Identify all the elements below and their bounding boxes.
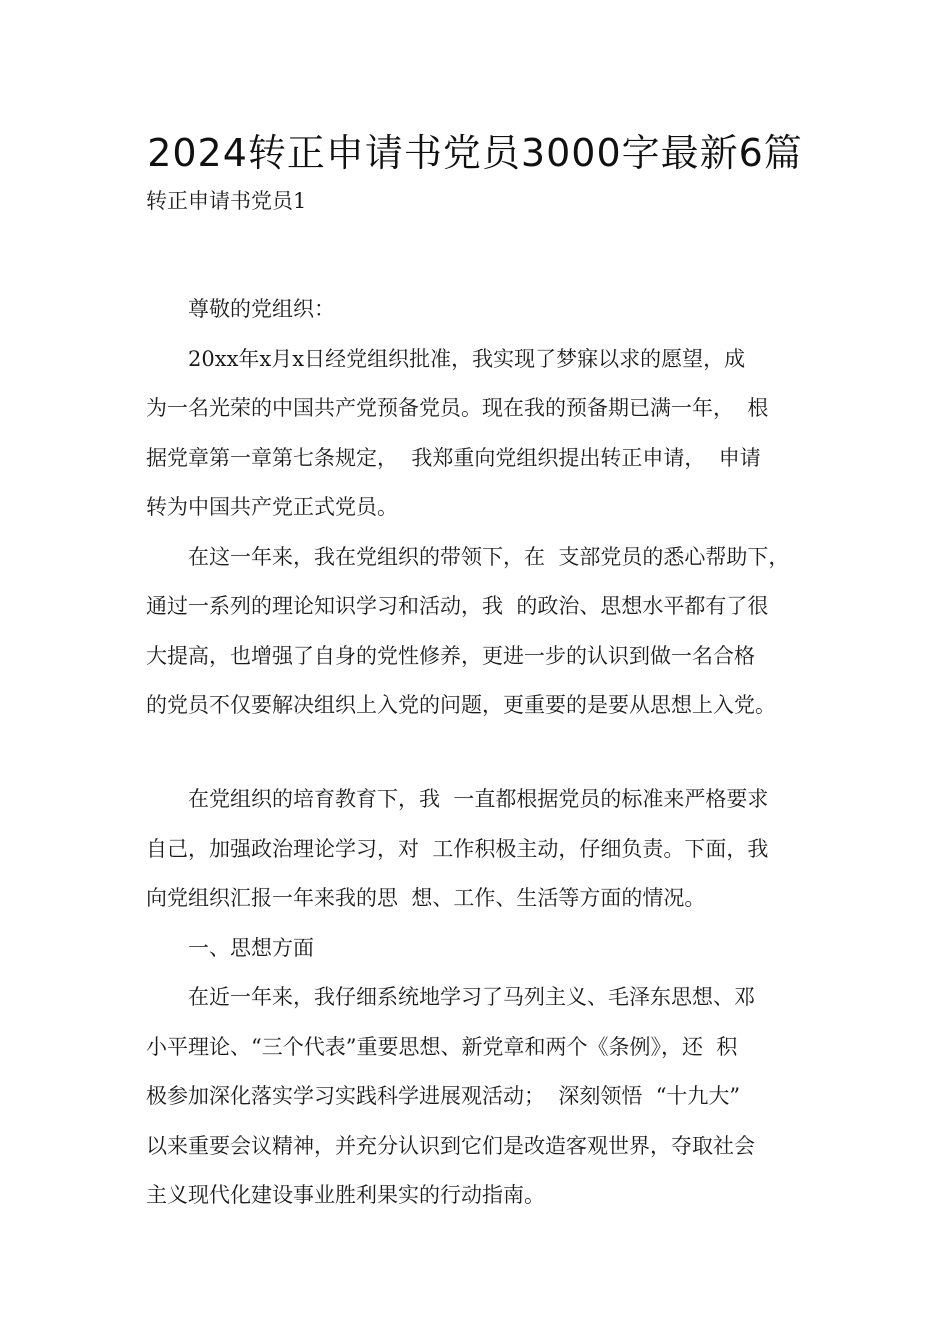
body-block-1 (146, 285, 818, 731)
paragraph-line: 20xx年x月x日经党组织批准，我实现了梦寐以求的愿望，成 (188, 346, 746, 371)
paragraph-line: 大提高，也增强了自身的党性修养，更进一步的认识到做一名合格 (146, 643, 755, 668)
paragraph-line: 主义现代化建设事业胜利果实的行动指南。 (146, 1183, 545, 1207)
paragraph-line: 小平理论、“三个代表”重要思想、新党章和两个《条例》，还 积 (146, 1034, 738, 1059)
subsection-heading: 一、思想方面 (188, 935, 314, 960)
paragraph-line: 在这一年来，我在党组织的带领下，在 支部党员的悉心帮助下， (188, 544, 790, 569)
paragraph-line: 向党组织汇报一年来我的思 想、工作、生活等方面的情况。 (146, 886, 706, 910)
document-title: 2024转正申请书党员3000字最新6篇 (147, 131, 803, 175)
paragraph-line: 自己，加强政治理论学习，对 工作积极主动，仔细负责。下面，我 (146, 836, 769, 861)
paragraph-line: 极参加深化落实学习实践科学进展观活动； 深刻领悟 “十九大” (146, 1084, 741, 1108)
paragraph-line: 为一名光荣的中国共产党预备党员。现在我的预备期已满一年， 根 (146, 396, 769, 420)
section-heading: 转正申请书党员1 (146, 189, 307, 213)
body-block-2 (146, 775, 818, 1221)
paragraph-line: 的党员不仅要解决组织上入党的问题，更重要的是要从思想上入党。 (146, 693, 776, 717)
paragraph-line: 在党组织的培育教育下，我 一直都根据党员的标准来严格要求 (188, 787, 769, 811)
paragraph-line: 通过一系列的理论知识学习和活动，我 的政治、思想水平都有了很 (146, 594, 769, 618)
paragraph-line: 据党章第一章第七条规定， 我郑重向党组织提出转正申请， 申请 (146, 445, 761, 470)
paragraph-line: 转为中国共产党正式党员。 (146, 495, 398, 519)
salutation: 尊敬的党组织： (188, 297, 335, 321)
paragraph-line: 以来重要会议精神，并充分认识到它们是改造客观世界，夺取社会 (146, 1133, 755, 1158)
paragraph-line: 在近一年来，我仔细系统地学习了马列主义、毛泽东思想、邓 (188, 985, 755, 1009)
